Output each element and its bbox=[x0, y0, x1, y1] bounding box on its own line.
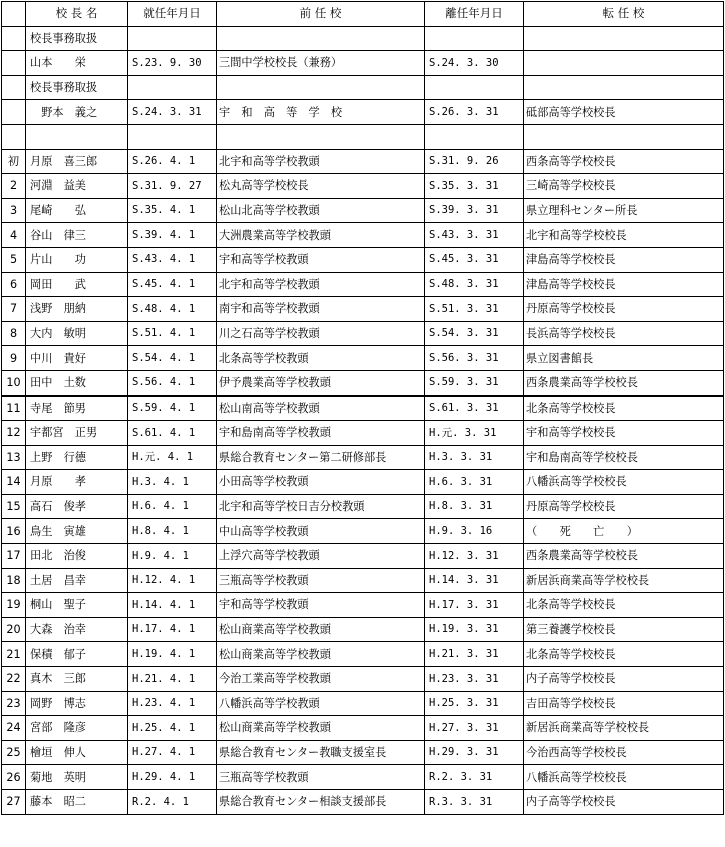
start-date: H.25. 4. 1 bbox=[128, 716, 217, 741]
principal-name: 野本 義之 bbox=[26, 100, 128, 125]
row-number: 13 bbox=[2, 445, 26, 470]
row-number: 16 bbox=[2, 519, 26, 544]
next-school: 八幡浜高等学校校長 bbox=[524, 765, 724, 790]
end-date: H.19. 3. 31 bbox=[425, 617, 524, 642]
next-school: 県立理科センター所長 bbox=[524, 198, 724, 223]
end-date: H.12. 3. 31 bbox=[425, 544, 524, 569]
row-number: 5 bbox=[2, 247, 26, 272]
end-date: H.21. 3. 31 bbox=[425, 642, 524, 667]
next-school bbox=[524, 51, 724, 76]
header-principal-name: 校 長 名 bbox=[26, 2, 128, 27]
table-row bbox=[2, 494, 724, 519]
end-date bbox=[425, 26, 524, 51]
end-date: S.54. 3. 31 bbox=[425, 321, 524, 346]
previous-school bbox=[217, 124, 425, 149]
table-row bbox=[2, 765, 724, 790]
row-number: 9 bbox=[2, 346, 26, 371]
header-next-school: 転 任 校 bbox=[524, 2, 724, 27]
table-row bbox=[2, 667, 724, 692]
row-number: 6 bbox=[2, 272, 26, 297]
table-row bbox=[2, 568, 724, 593]
previous-school: 宇和島南高等学校教頭 bbox=[217, 421, 425, 446]
end-date bbox=[425, 75, 524, 100]
table-row bbox=[2, 26, 724, 51]
row-number: 21 bbox=[2, 642, 26, 667]
start-date: H.3. 4. 1 bbox=[128, 470, 217, 495]
table-row bbox=[2, 198, 724, 223]
table-row bbox=[2, 790, 724, 815]
table-row bbox=[2, 297, 724, 322]
table-row bbox=[2, 396, 724, 421]
principal-name: 寺尾 節男 bbox=[26, 396, 128, 421]
start-date: S.23. 9. 30 bbox=[128, 51, 217, 76]
end-date: S.45. 3. 31 bbox=[425, 247, 524, 272]
start-date: S.26. 4. 1 bbox=[128, 149, 217, 174]
principal-name: 片山 功 bbox=[26, 247, 128, 272]
end-date: S.61. 3. 31 bbox=[425, 396, 524, 421]
principal-name: 宮部 隆彦 bbox=[26, 716, 128, 741]
row-number: 2 bbox=[2, 174, 26, 199]
table-row bbox=[2, 691, 724, 716]
next-school: 西条高等学校校長 bbox=[524, 149, 724, 174]
table-row bbox=[2, 174, 724, 199]
principal-name: 宇都宮 正男 bbox=[26, 421, 128, 446]
principal-name: 藤本 昭二 bbox=[26, 790, 128, 815]
next-school: 内子高等学校校長 bbox=[524, 790, 724, 815]
table-row bbox=[2, 445, 724, 470]
header-number bbox=[2, 2, 26, 27]
next-school: 北条高等学校校長 bbox=[524, 396, 724, 421]
principal-name: 菊地 英明 bbox=[26, 765, 128, 790]
end-date: H.8. 3. 31 bbox=[425, 494, 524, 519]
end-date: R.2. 3. 31 bbox=[425, 765, 524, 790]
principal-name: 校長事務取扱 bbox=[26, 75, 128, 100]
table-row bbox=[2, 642, 724, 667]
principal-name bbox=[26, 124, 128, 149]
table-row bbox=[2, 272, 724, 297]
previous-school: 松丸高等学校校長 bbox=[217, 174, 425, 199]
row-number bbox=[2, 51, 26, 76]
start-date: H.6. 4. 1 bbox=[128, 494, 217, 519]
start-date: S.45. 4. 1 bbox=[128, 272, 217, 297]
previous-school: 北条高等学校教頭 bbox=[217, 346, 425, 371]
principal-name: 山本 栄 bbox=[26, 51, 128, 76]
end-date bbox=[425, 124, 524, 149]
principal-name: 岡野 博志 bbox=[26, 691, 128, 716]
next-school: 砥部高等学校校長 bbox=[524, 100, 724, 125]
start-date: H.27. 4. 1 bbox=[128, 740, 217, 765]
table-row bbox=[2, 740, 724, 765]
previous-school: 川之石高等学校教頭 bbox=[217, 321, 425, 346]
row-number: 19 bbox=[2, 593, 26, 618]
previous-school bbox=[217, 26, 425, 51]
previous-school: 大洲農業高等学校教頭 bbox=[217, 223, 425, 248]
principal-name: 河淵 益美 bbox=[26, 174, 128, 199]
table-row bbox=[2, 346, 724, 371]
next-school: 津島高等学校校長 bbox=[524, 247, 724, 272]
end-date: S.26. 3. 31 bbox=[425, 100, 524, 125]
principal-name: 真木 三郎 bbox=[26, 667, 128, 692]
previous-school: 北宇和高等学校日吉分校教頭 bbox=[217, 494, 425, 519]
previous-school: 宇和高等学校教頭 bbox=[217, 593, 425, 618]
previous-school: 松山北高等学校教頭 bbox=[217, 198, 425, 223]
end-date: S.51. 3. 31 bbox=[425, 297, 524, 322]
start-date: S.51. 4. 1 bbox=[128, 321, 217, 346]
header-start-date: 就任年月日 bbox=[128, 2, 217, 27]
start-date: S.54. 4. 1 bbox=[128, 346, 217, 371]
previous-school: 伊予農業高等学校教頭 bbox=[217, 370, 425, 395]
table-row bbox=[2, 544, 724, 569]
next-school: 宇和高等学校校長 bbox=[524, 421, 724, 446]
header-previous-school: 前 任 校 bbox=[217, 2, 425, 27]
principal-name: 谷山 律三 bbox=[26, 223, 128, 248]
table-row bbox=[2, 247, 724, 272]
start-date: R.2. 4. 1 bbox=[128, 790, 217, 815]
start-date: S.56. 4. 1 bbox=[128, 370, 217, 395]
previous-school: 三間中学校校長（兼務） bbox=[217, 51, 425, 76]
row-number: 20 bbox=[2, 617, 26, 642]
end-date: H.17. 3. 31 bbox=[425, 593, 524, 618]
previous-school: 北宇和高等学校教頭 bbox=[217, 272, 425, 297]
start-date: H.14. 4. 1 bbox=[128, 593, 217, 618]
start-date: H.29. 4. 1 bbox=[128, 765, 217, 790]
start-date: H.23. 4. 1 bbox=[128, 691, 217, 716]
table-row bbox=[2, 75, 724, 100]
start-date: S.59. 4. 1 bbox=[128, 396, 217, 421]
next-school bbox=[524, 124, 724, 149]
start-date: S.43. 4. 1 bbox=[128, 247, 217, 272]
principal-name: 田中 土数 bbox=[26, 370, 128, 395]
next-school: 北条高等学校校長 bbox=[524, 593, 724, 618]
next-school: 内子高等学校校長 bbox=[524, 667, 724, 692]
row-number bbox=[2, 100, 26, 125]
previous-school: 小田高等学校教頭 bbox=[217, 470, 425, 495]
previous-school: 松山商業高等学校教頭 bbox=[217, 617, 425, 642]
end-date: H.14. 3. 31 bbox=[425, 568, 524, 593]
table-row bbox=[2, 519, 724, 544]
previous-school: 県総合教育センター教職支援室長 bbox=[217, 740, 425, 765]
table-row bbox=[2, 149, 724, 174]
end-date: H.9. 3. 16 bbox=[425, 519, 524, 544]
end-date: R.3. 3. 31 bbox=[425, 790, 524, 815]
next-school bbox=[524, 75, 724, 100]
table-row bbox=[2, 124, 724, 149]
end-date: S.43. 3. 31 bbox=[425, 223, 524, 248]
table-row bbox=[2, 470, 724, 495]
row-number: 18 bbox=[2, 568, 26, 593]
previous-school: 今治工業高等学校教頭 bbox=[217, 667, 425, 692]
table-row bbox=[2, 617, 724, 642]
start-date: S.48. 4. 1 bbox=[128, 297, 217, 322]
table-row bbox=[2, 321, 724, 346]
table-row bbox=[2, 593, 724, 618]
next-school: 北宇和高等学校校長 bbox=[524, 223, 724, 248]
row-number: 11 bbox=[2, 396, 26, 421]
row-number: 15 bbox=[2, 494, 26, 519]
next-school: 宇和島南高等学校校長 bbox=[524, 445, 724, 470]
previous-school: 県総合教育センター相談支援部長 bbox=[217, 790, 425, 815]
next-school: 丹原高等学校校長 bbox=[524, 297, 724, 322]
principal-name: 尾崎 弘 bbox=[26, 198, 128, 223]
start-date: S.24. 3. 31 bbox=[128, 100, 217, 125]
principal-name: 月原 喜三郎 bbox=[26, 149, 128, 174]
end-date: S.59. 3. 31 bbox=[425, 370, 524, 395]
table-row bbox=[2, 370, 724, 395]
next-school: 三崎高等学校校長 bbox=[524, 174, 724, 199]
start-date: H.17. 4. 1 bbox=[128, 617, 217, 642]
row-number: 4 bbox=[2, 223, 26, 248]
next-school: 丹原高等学校校長 bbox=[524, 494, 724, 519]
table-row bbox=[2, 51, 724, 76]
principal-name: 月原 孝 bbox=[26, 470, 128, 495]
next-school: 長浜高等学校校長 bbox=[524, 321, 724, 346]
principal-name: 檜垣 伸人 bbox=[26, 740, 128, 765]
previous-school: 松山南高等学校教頭 bbox=[217, 396, 425, 421]
principal-name: 土居 昌幸 bbox=[26, 568, 128, 593]
previous-school: 松山商業高等学校教頭 bbox=[217, 642, 425, 667]
end-date: S.48. 3. 31 bbox=[425, 272, 524, 297]
previous-school: 三瓶高等学校教頭 bbox=[217, 568, 425, 593]
row-number: 22 bbox=[2, 667, 26, 692]
start-date bbox=[128, 124, 217, 149]
row-number: 8 bbox=[2, 321, 26, 346]
table-row bbox=[2, 223, 724, 248]
start-date: S.31. 9. 27 bbox=[128, 174, 217, 199]
next-school: 吉田高等学校校長 bbox=[524, 691, 724, 716]
next-school bbox=[524, 26, 724, 51]
header-end-date: 離任年月日 bbox=[425, 2, 524, 27]
next-school: （ 死 亡 ） bbox=[524, 519, 724, 544]
next-school: 八幡浜高等学校校長 bbox=[524, 470, 724, 495]
principal-name: 鳥生 寅雄 bbox=[26, 519, 128, 544]
table-row bbox=[2, 100, 724, 125]
next-school: 西条農業高等学校校長 bbox=[524, 544, 724, 569]
start-date: H.8. 4. 1 bbox=[128, 519, 217, 544]
end-date: H.23. 3. 31 bbox=[425, 667, 524, 692]
principal-history-table bbox=[1, 1, 724, 815]
end-date: S.31. 9. 26 bbox=[425, 149, 524, 174]
row-number: 26 bbox=[2, 765, 26, 790]
table-row bbox=[2, 421, 724, 446]
end-date: H.6. 3. 31 bbox=[425, 470, 524, 495]
next-school: 県立図書館長 bbox=[524, 346, 724, 371]
end-date: S.56. 3. 31 bbox=[425, 346, 524, 371]
next-school: 新居浜商業高等学校校長 bbox=[524, 568, 724, 593]
end-date: H.29. 3. 31 bbox=[425, 740, 524, 765]
previous-school: 宇和高等学校教頭 bbox=[217, 247, 425, 272]
row-number bbox=[2, 26, 26, 51]
start-date bbox=[128, 75, 217, 100]
principal-name: 大森 治幸 bbox=[26, 617, 128, 642]
next-school: 新居浜商業高等学校校長 bbox=[524, 716, 724, 741]
principal-name: 岡田 武 bbox=[26, 272, 128, 297]
end-date: S.39. 3. 31 bbox=[425, 198, 524, 223]
row-number: 17 bbox=[2, 544, 26, 569]
row-number bbox=[2, 75, 26, 100]
next-school: 西条農業高等学校校長 bbox=[524, 370, 724, 395]
row-number: 24 bbox=[2, 716, 26, 741]
previous-school: 上浮穴高等学校教頭 bbox=[217, 544, 425, 569]
row-number: 27 bbox=[2, 790, 26, 815]
previous-school: 松山商業高等学校教頭 bbox=[217, 716, 425, 741]
previous-school bbox=[217, 75, 425, 100]
row-number: 23 bbox=[2, 691, 26, 716]
row-number: 7 bbox=[2, 297, 26, 322]
end-date: S.24. 3. 30 bbox=[425, 51, 524, 76]
start-date: H.9. 4. 1 bbox=[128, 544, 217, 569]
end-date: H.27. 3. 31 bbox=[425, 716, 524, 741]
start-date: H.21. 4. 1 bbox=[128, 667, 217, 692]
end-date: H.元. 3. 31 bbox=[425, 421, 524, 446]
principal-name: 高石 俊孝 bbox=[26, 494, 128, 519]
row-number bbox=[2, 124, 26, 149]
principal-name: 桐山 聖子 bbox=[26, 593, 128, 618]
row-number: 25 bbox=[2, 740, 26, 765]
next-school: 第三養護学校校長 bbox=[524, 617, 724, 642]
row-number: 10 bbox=[2, 370, 26, 395]
start-date: H.12. 4. 1 bbox=[128, 568, 217, 593]
header-row bbox=[2, 2, 724, 27]
principal-name: 浅野 朋納 bbox=[26, 297, 128, 322]
previous-school: 三瓶高等学校教頭 bbox=[217, 765, 425, 790]
end-date: H.3. 3. 31 bbox=[425, 445, 524, 470]
principal-name: 校長事務取扱 bbox=[26, 26, 128, 51]
principal-name: 中川 貴好 bbox=[26, 346, 128, 371]
end-date: S.35. 3. 31 bbox=[425, 174, 524, 199]
previous-school: 八幡浜高等学校教頭 bbox=[217, 691, 425, 716]
start-date: S.39. 4. 1 bbox=[128, 223, 217, 248]
next-school: 津島高等学校校長 bbox=[524, 272, 724, 297]
end-date: H.25. 3. 31 bbox=[425, 691, 524, 716]
start-date: S.61. 4. 1 bbox=[128, 421, 217, 446]
principal-name: 保積 郁子 bbox=[26, 642, 128, 667]
start-date: H.元. 4. 1 bbox=[128, 445, 217, 470]
next-school: 今治西高等学校校長 bbox=[524, 740, 724, 765]
row-number: 14 bbox=[2, 470, 26, 495]
start-date bbox=[128, 26, 217, 51]
principal-name: 田北 治俊 bbox=[26, 544, 128, 569]
previous-school: 南宇和高等学校教頭 bbox=[217, 297, 425, 322]
row-number: 初 bbox=[2, 149, 26, 174]
start-date: S.35. 4. 1 bbox=[128, 198, 217, 223]
next-school: 北条高等学校校長 bbox=[524, 642, 724, 667]
principal-name: 大内 敏明 bbox=[26, 321, 128, 346]
principal-name: 上野 行德 bbox=[26, 445, 128, 470]
start-date: H.19. 4. 1 bbox=[128, 642, 217, 667]
previous-school: 宇 和 高 等 学 校 bbox=[217, 100, 425, 125]
table-row bbox=[2, 716, 724, 741]
previous-school: 中山高等学校教頭 bbox=[217, 519, 425, 544]
row-number: 12 bbox=[2, 421, 26, 446]
previous-school: 県総合教育センター第二研修部長 bbox=[217, 445, 425, 470]
row-number: 3 bbox=[2, 198, 26, 223]
previous-school: 北宇和高等学校教頭 bbox=[217, 149, 425, 174]
